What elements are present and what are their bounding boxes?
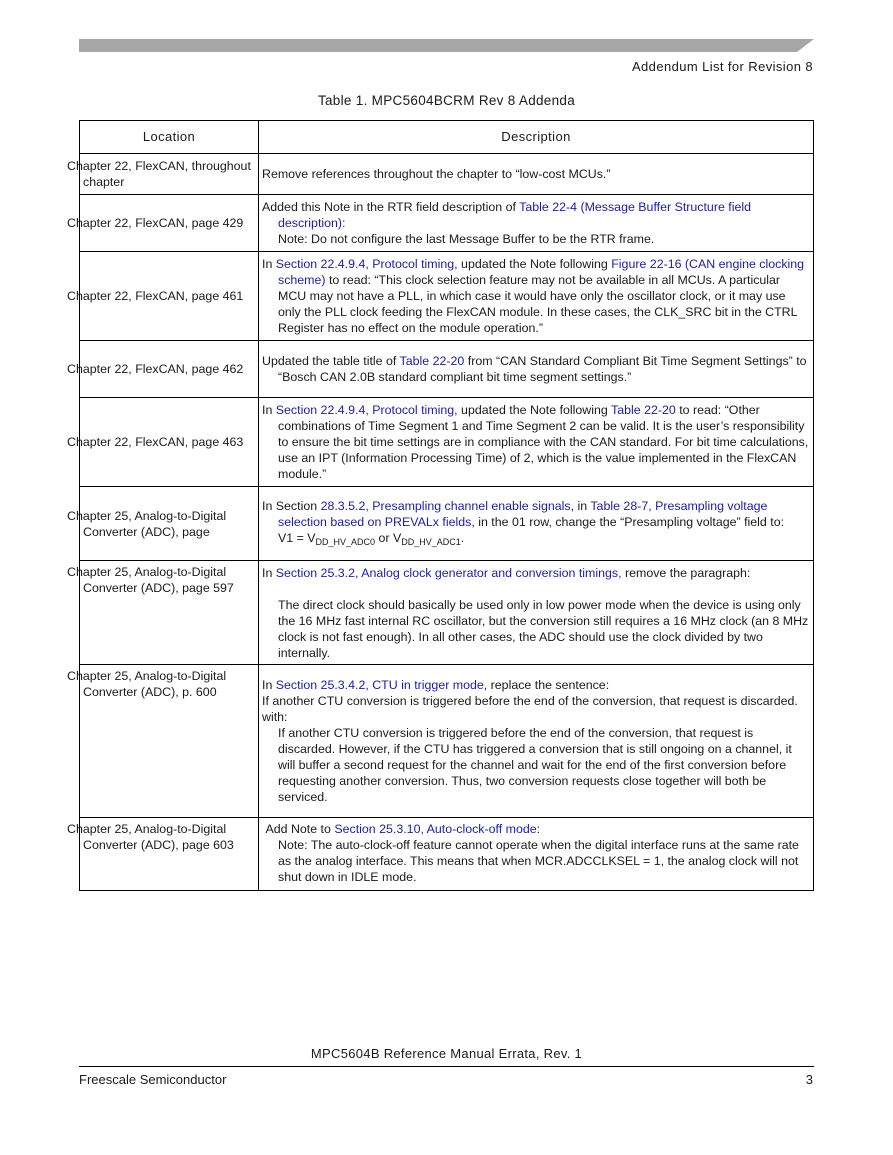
section-link[interactable]: Section 22.4.9.4, Protocol timing [275,257,455,271]
table-row [80,398,814,487]
figure-link[interactable]: Figure 22-16 (CAN engine clocking scheme) [278,257,805,287]
footer-divider [79,1066,814,1067]
description-cell [259,665,814,818]
removed-paragraph: The direct clock should basically be used only in low power mode when the device is using only the 16 MHz fast internal RC oscillator, but the conversion still requires a 16 MHz clock (an 8 MHz clock is not fast enough). In all other cases, the ADC should use the clock divided by two internally. [278,597,809,660]
with-label: with: [262,710,288,724]
description-text [262,353,809,385]
text-run: In [262,403,276,417]
table-row [80,341,814,398]
location-cell: Chapter 22, FlexCAN, page 461 [80,252,259,341]
section-link[interactable]: Section 22.4.9.4, Protocol timing [275,403,455,417]
description-text [262,821,809,837]
location-cell: Chapter 25, Analog-to-Digital Converter (ADC), page 597 [80,561,259,665]
location-cell: Chapter 22, FlexCAN, page 463 [80,398,259,487]
text-run: , replace the sentence: [483,678,610,692]
table-row [80,818,814,891]
replacement-sentence: If another CTU conversion is triggered before the end of the conversion, that request is discarded. However, if the CTU has triggered a conversion that is still ongoing on a channel, it will buffer a second request for the channel and wait for the end of the first conversion before requesting another conversion. Thus, two conversion requests close together will both be serviced. [278,726,792,804]
text-run: In Section [262,498,321,513]
formula-text [262,530,809,550]
table-caption: Table 1. MPC5604BCRM Rev 8 Addenda [317,93,576,108]
text-run: . [460,530,465,545]
location-cell: Chapter 25, Analog-to-Digital Converter (ADC), page 603 [80,818,259,891]
text-run: from “CAN Standard Compliant Bit Time Segment Settings” to “Bosch CAN 2.0B standard compliant bit time segment settings.” [278,354,807,384]
table-row [80,195,814,252]
original-sentence: If another CTU conversion is triggered before the end of the conversion, that request is discarded. [262,694,798,708]
description-cell [259,487,814,561]
text-run: In [262,678,276,692]
page-number: 3 [805,1072,813,1087]
text-run: Updated the table title of [262,354,400,368]
section-link[interactable]: 28.3.5.2, Presampling channel enable signals [320,498,571,513]
section-link[interactable]: Section 25.3.4.2, CTU in trigger mode [275,678,484,692]
header-bar [79,39,814,52]
text-run: , updated the Note following [454,257,612,271]
text-run: to read: “This clock selection feature may not be available in all MCUs. A particular MCU may not have a PLL, in which case it would have only the oscillator clock, or it may use only the PLL clock feeding the FlexCAN module. In these cases, the CLK_SRC bit in the CTRL Register has no effect on the module operation.” [278,273,798,335]
description-cell [259,195,814,252]
text-run: Add Note to [262,822,335,836]
table-link[interactable]: Table 22-20 [611,403,676,417]
footer-document-title: MPC5604B Reference Manual Errata, Rev. 1 [310,1046,583,1061]
table-link[interactable]: Table 28-7, Presampling voltage selection based on PREVALx fields [278,498,768,529]
table-link[interactable]: Table 22-4 (Message Buffer Structure field description): [278,200,752,230]
column-header-description: Description [259,121,814,154]
subscript: DD_HV_ADC0 [315,536,376,547]
table-row [80,154,814,195]
text-run: In [262,257,276,271]
description-cell [259,154,814,195]
running-header: Addendum List for Revision 8 [631,59,813,74]
table-header-row [80,121,814,154]
description-text [262,565,809,581]
description-text [262,402,809,482]
description-cell [259,561,814,665]
location-cell: Chapter 25, Analog-to-Digital Converter (ADC), p. 600 [80,665,259,818]
description-cell [259,398,814,487]
description-cell [259,341,814,398]
text-run: Added this Note in the RTR field description of [262,200,520,214]
location-cell: Chapter 25, Analog-to-Digital Converter (ADC), page [80,487,259,561]
table-row [80,252,814,341]
location-cell: Chapter 22, FlexCAN, page 462 [80,341,259,398]
description-cell [259,818,814,891]
location-cell: Chapter 22, FlexCAN, page 429 [80,195,259,252]
table-link[interactable]: Table 22-20 [399,354,465,368]
location-cell: Chapter 22, FlexCAN, throughout chapter [80,154,259,195]
text-run: : [536,822,541,836]
text-run: to read: “Other combinations of Time Segment 1 and Time Segment 2 can be valid. It is the user’s responsibility to ensure the bit time settings are in compliance with the CAN standard. For bit time calculations, use an IPT (Information Processing Time) of 2, which is the value implemented in the FlexCAN module.” [278,403,809,481]
note-text: Note: Do not configure the last Message Buffer to be the RTR frame. [278,232,655,246]
table-row [80,487,814,561]
text-run: or V [375,530,402,545]
text-run: , in [570,498,591,513]
table-row [80,561,814,665]
description-cell [259,252,814,341]
section-link[interactable]: Section 25.3.2, Analog clock generator and conversion timings, [275,565,622,580]
description-text [262,677,809,693]
text-run: , updated the Note following [454,403,612,417]
text-run: V1 = V [278,530,316,545]
description-text [262,498,809,530]
note-text: Note: The auto-clock-off feature cannot operate when the digital interface runs at the same rate as the analog interface. This means that when MCR.ADCCLKSEL = 1, the analog clock will not shut down in IDLE mode. [278,838,799,884]
text-run: remove the paragraph: [621,565,751,580]
subscript: DD_HV_ADC1 [401,536,461,547]
footer-company: Freescale Semiconductor [79,1072,227,1087]
description-text [262,199,809,231]
text-run: In [262,565,276,580]
section-link[interactable]: Section 25.3.10, Auto-clock-off mode [334,822,537,836]
description-text: Remove references throughout the chapter to “low-cost MCUs.” [262,167,611,181]
column-header-location: Location [80,121,259,154]
addenda-table [67,120,814,891]
description-text [262,256,809,336]
text-run: , in the 01 row, change the “Presampling voltage” field to: [471,514,785,529]
table-row [80,665,814,818]
